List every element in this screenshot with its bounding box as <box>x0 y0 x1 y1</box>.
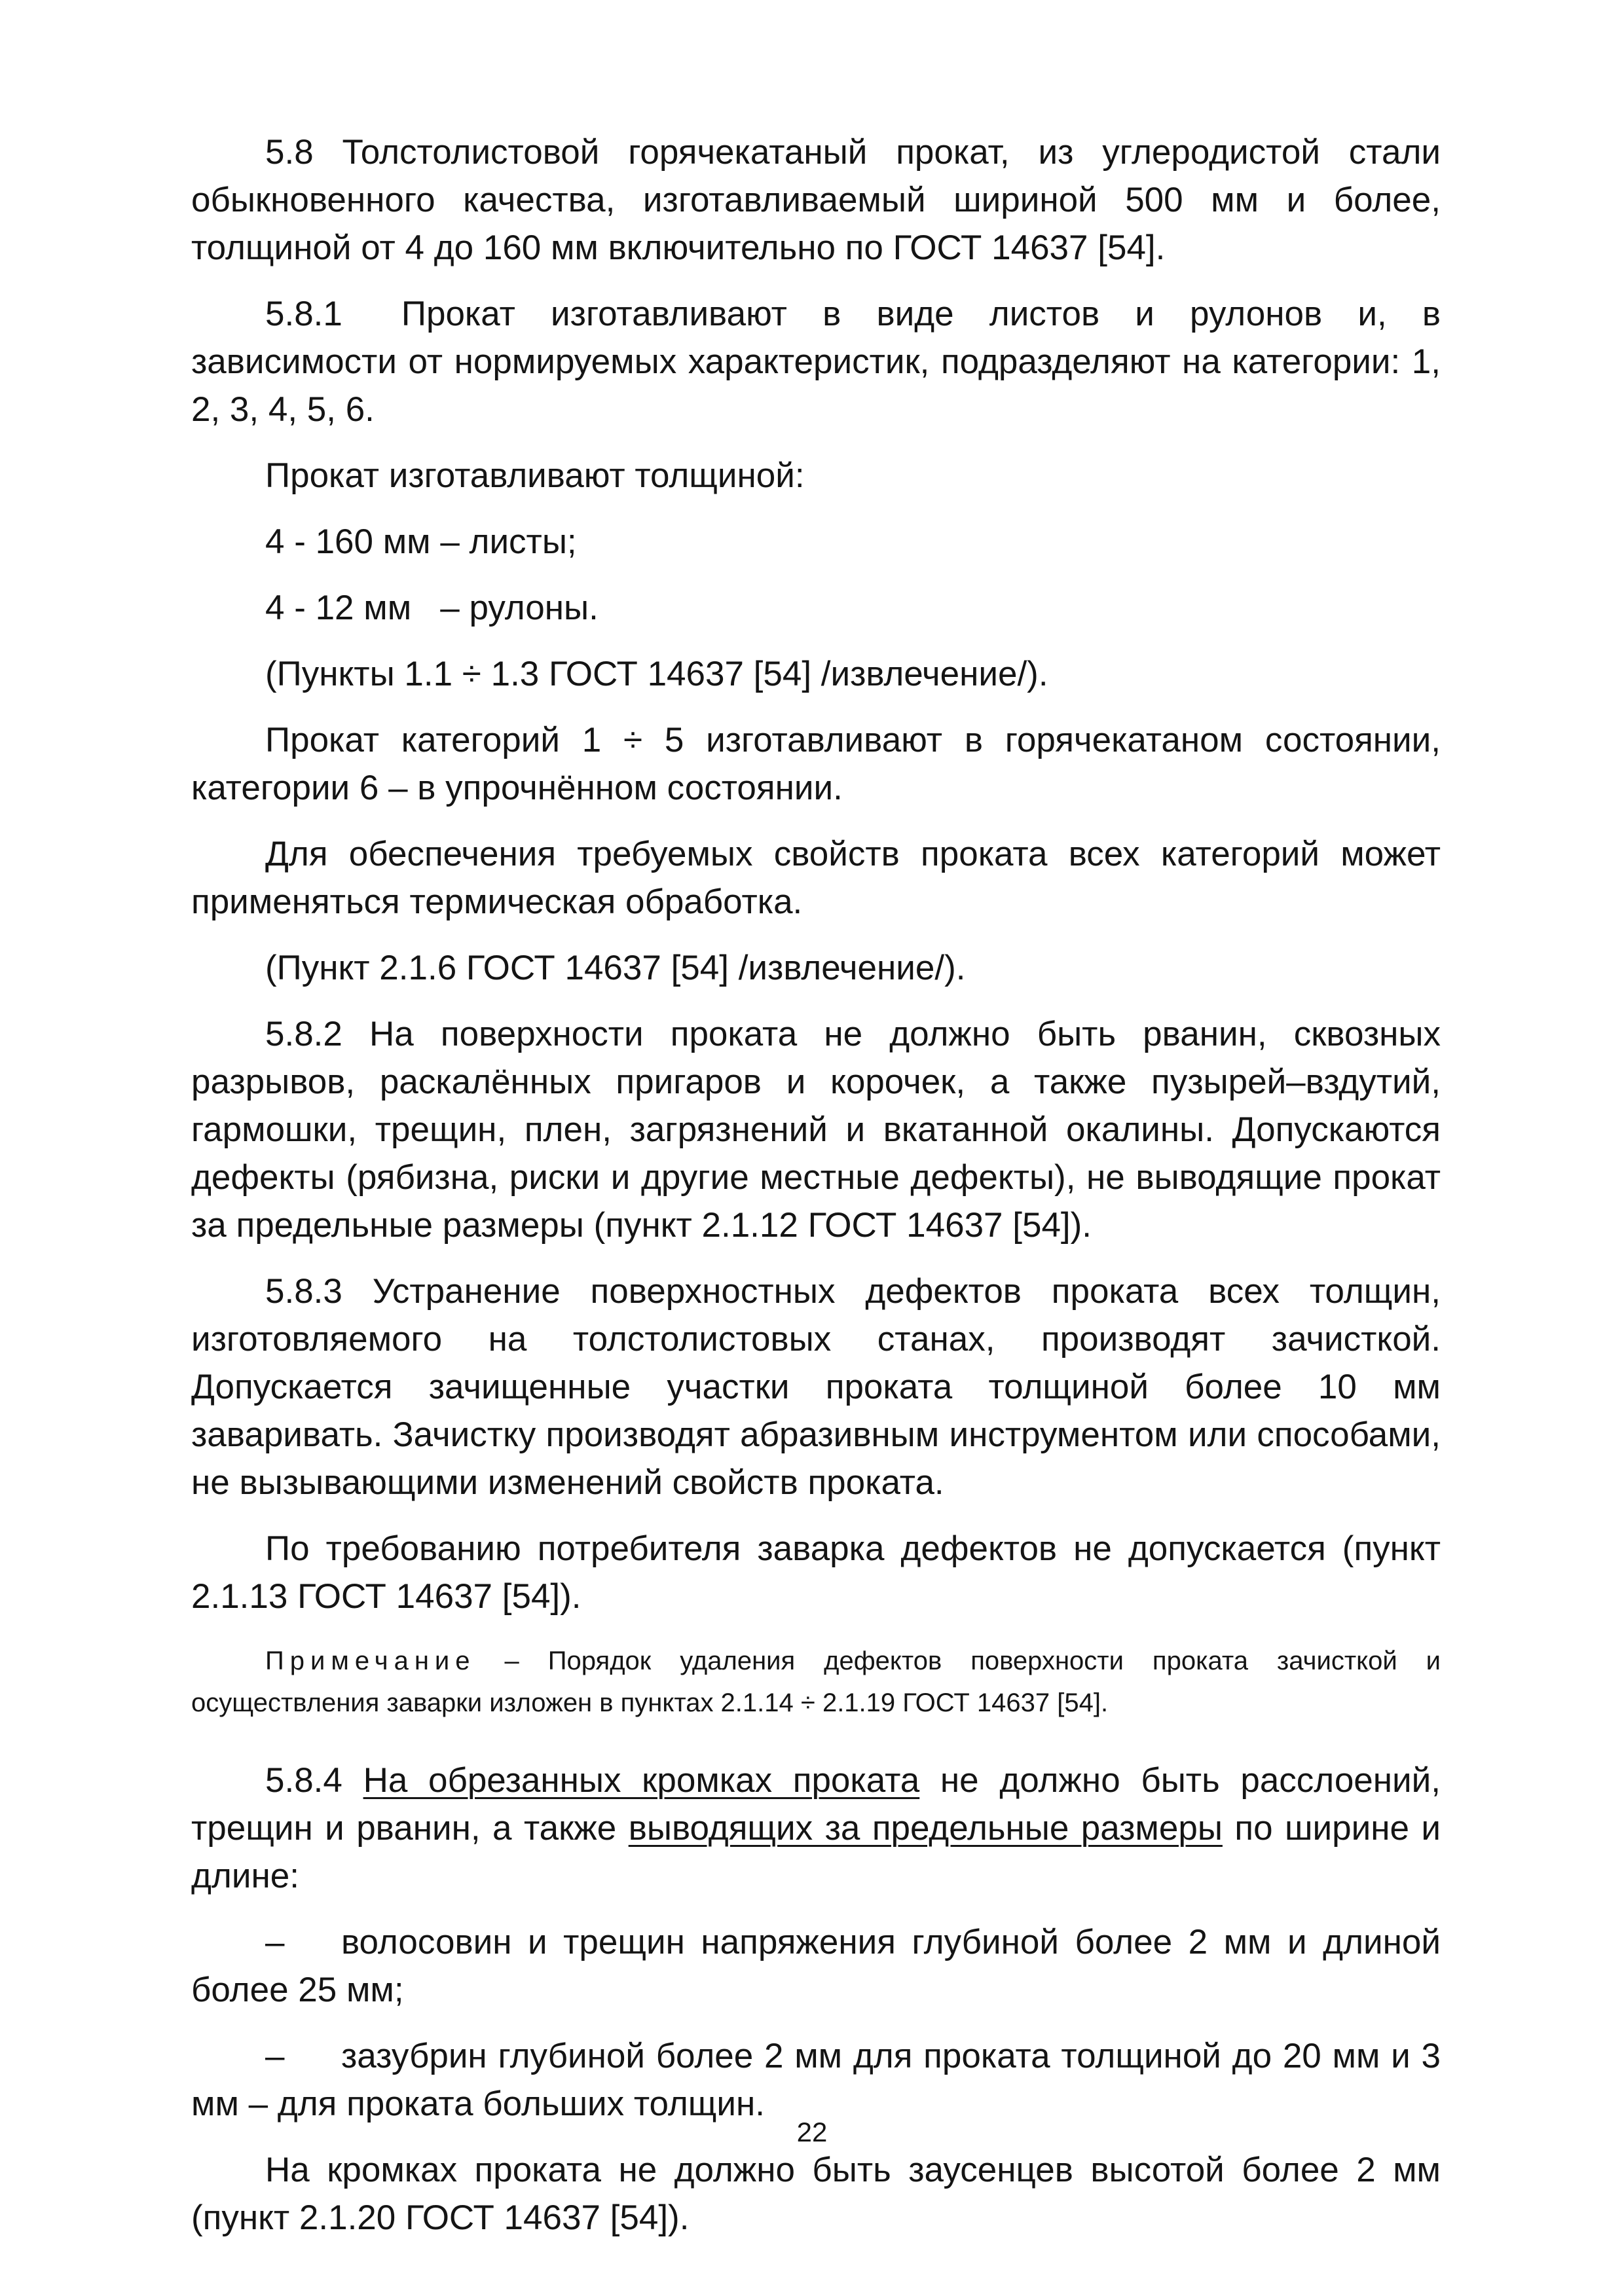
paragraph-5-8-2: 5.8.2 На поверхности проката не должно быть рванин, сквозных разрывов, раскалённых пригаров и корочек, а также пузырей–вздутий, гармошки, трещин, плен, загрязнений и вкатанной окалины. Допускаются дефекты (рябизна, риски и другие местные дефекты), не выводящие прокат за предельные размеры (пункт 2.1.12 ГОСТ 14637 [54]). <box>191 1015 1441 1245</box>
list-item-text: волосовин и трещин напряжения глубиной более 2 мм и длиной более 25 мм; <box>191 1923 1441 2009</box>
list-item-hairlines <box>191 1918 1441 2014</box>
paragraph-burrs: На кромках проката не должно быть заусенцев высотой более 2 мм (пункт 2.1.20 ГОСТ 14637 [54]). <box>191 2151 1441 2237</box>
clause-text-5-8-4-mid: не должно быть расслоений, трещин и рванин, а также <box>191 1761 1441 1848</box>
paragraph-5-8: 5.8 Толстолистовой горячекатаный прокат, из углеродистой стали обыкновенного качества, изготавливаемый шириной 500 мм и более, толщиной от 4 до 160 мм включительно по ГОСТ 14637 [54]. <box>191 133 1441 267</box>
note-label: Примечание <box>265 1647 476 1675</box>
list-item-notches <box>191 2032 1441 2128</box>
thickness-intro: Прокат изготавливают толщиной: <box>265 456 805 495</box>
paragraph-5-8-3: 5.8.3 Устранение поверхностных дефектов проката всех толщин, изготовляемого на толстолистовых станах, производят зачисткой. Допускается зачищенные участки проката толщиной более 10 мм заваривать. Зачистку производят абразивным инструментом или способами, не вызывающими изменений свойств проката. <box>191 1272 1441 1502</box>
paragraph-5-8-4 <box>191 1757 1441 1900</box>
page-number: 22 <box>796 2117 828 2147</box>
clause-text-5-8-1: Прокат изготавливают в виде листов и рулонов и, в зависимости от нормируемых характеристик, подразделяют на категории: 1, 2, 3, 4, 5, 6. <box>191 295 1441 429</box>
dash-marker: – <box>265 2037 285 2075</box>
list-item-text: зазубрин глубиной более 2 мм для проката толщиной до 20 мм и 3 мм – для проката больших толщин. <box>191 2037 1441 2123</box>
paragraph-heat-treatment: Для обеспечения требуемых свойств проката всех категорий может применяться термическая обработка. <box>191 835 1441 921</box>
document-page <box>191 128 1441 2260</box>
paragraph-consumer: По требованию потребителя заварка дефектов не допускается (пункт 2.1.13 ГОСТ 14637 [54]). <box>191 1529 1441 1616</box>
paragraph-categories: Прокат категорий 1 ÷ 5 изготавливают в горячекатаном состоянии, категории 6 – в упрочнённом состоянии. <box>191 721 1441 807</box>
clause-text-5-8-4-end: по ширине и длине: <box>191 1809 1441 1895</box>
thickness-sheets: 4 - 160 мм – листы; <box>265 522 577 561</box>
reference-1: (Пункты 1.1 ÷ 1.3 ГОСТ 14637 [54] /извлечение/). <box>265 655 1048 693</box>
clause-number-5-8-4: 5.8.4 <box>265 1761 363 1800</box>
thickness-rolls: 4 - 12 мм – рулоны. <box>265 589 599 627</box>
underlined-beyond-limits: выводящих за предельные размеры <box>628 1809 1223 1848</box>
dash-marker: – <box>265 1923 285 1961</box>
underlined-cut-edges: На обрезанных кромках проката <box>363 1761 920 1800</box>
reference-2: (Пункт 2.1.6 ГОСТ 14637 [54] /извлечение/). <box>265 949 966 987</box>
note-text: – Порядок удаления дефектов поверхности проката зачисткой и осуществления заварки изложен в пунктах 2.1.14 ÷ 2.1.19 ГОСТ 14637 [54]. <box>191 1647 1441 1717</box>
clause-number-5-8-1: 5.8.1 <box>265 295 342 333</box>
paragraph-5-8-1 <box>191 290 1441 433</box>
note <box>191 1640 1441 1724</box>
